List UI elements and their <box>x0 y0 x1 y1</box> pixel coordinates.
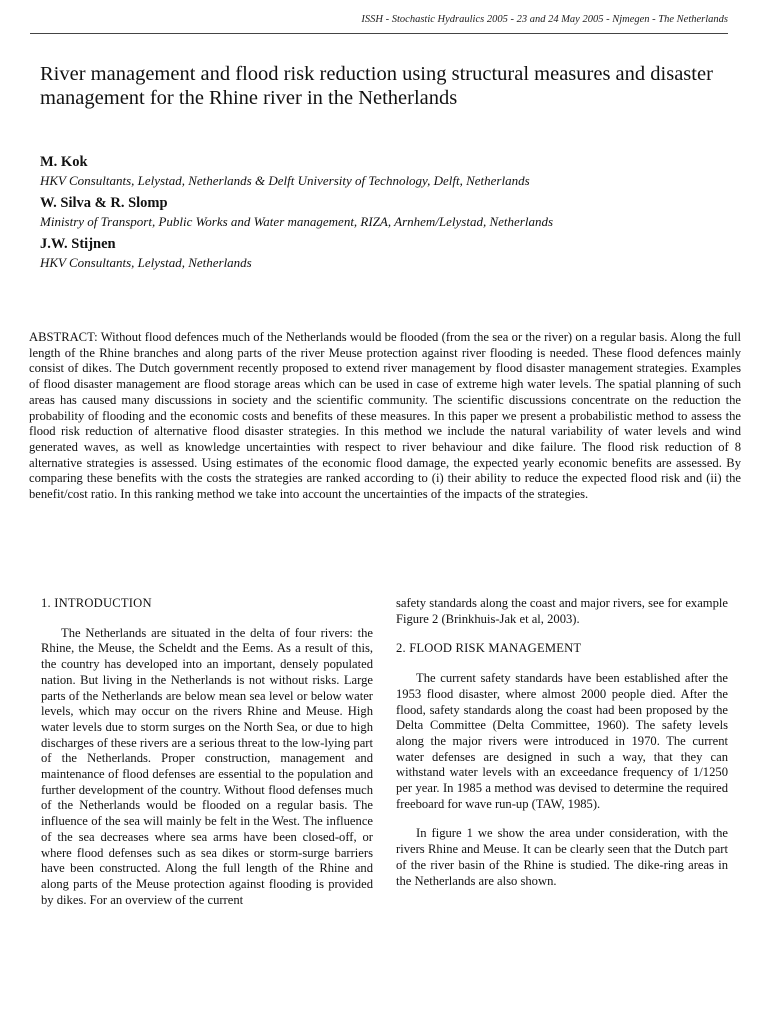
author-name-2: W. Silva & R. Slomp <box>40 195 168 211</box>
section-heading-flood-risk: 2. FLOOD RISK MANAGEMENT <box>396 641 582 656</box>
header-rule <box>30 33 728 34</box>
author-affiliation-3: HKV Consultants, Lelystad, Netherlands <box>40 255 252 270</box>
right-column <box>396 596 728 889</box>
abstract: ABSTRACT: Without flood defences much of the Netherlands would be flooded (from the sea or the river) on a regular basis. Along the full length of the Rhine branches and along parts of the river Meuse protection against river flooding is needed. These flood defences mainly consist of dikes. The Dutch government recently proposed to extend river management by flood disaster management strategies. Examples of flood disaster management are flood storage areas which can be used in case of extreme high water levels. The spatial planning of such areas has caused many discussions in society and the scientific community. The scientific discussions concentrate on the reduction the probability of flooding and the economic costs and benefits of these measures. In this paper we present a probabilistic method to assess the flood risk reduction of alternative flood disaster strategies. In this method we include the natural variability of water levels and wind generated waves, as well as knowledge uncertainties with respect to river behaviour and dike failure. The flood risk reduction of 8 alternative strategies is assessed. Using estimates of the economic flood damage, the expected yearly economic benefits are assessed. By comparing these benefits with the costs the strategies are ranked according to (i) their ability to reduce the expected flood risk and (ii) the benefit/cost ratio. In this ranking method we take into account the uncertainties of the impacts of the strategies. <box>29 330 741 502</box>
intro-paragraph-continued: safety standards along the coast and major rivers, see for example Figure 2 (Brinkhuis-Jak et al, 2003). <box>396 596 728 626</box>
flood-risk-paragraph-1: The current safety standards have been established after the 1953 flood disaster, where almost 2000 people died. After the flood, safety standards along the coast had been proposed by the Delta Committee (Delta Committee, 1960). The safety levels along the major rivers were introduced in 1970. The current water defenses are designed in such a way, that they can withstand water levels with an exceedance frequency of 1/1250 per year. In 1985 a method was devised to determine the required freeboard for wave run-up (TAW, 1985). <box>396 671 728 811</box>
flood-risk-paragraph-2: In figure 1 we show the area under consideration, with the rivers Rhine and Meuse. It can be clearly seen that the Dutch part of the river basin of the Rhine is studied. The dike-ring areas in the Netherlands are also shown. <box>396 826 728 888</box>
paper-title: River management and flood risk reduction using structural measures and disaster management for the Rhine river in the Netherlands <box>40 63 713 109</box>
author-name-3: J.W. Stijnen <box>40 236 116 252</box>
author-name-1: M. Kok <box>40 154 88 170</box>
section-heading-introduction: 1. INTRODUCTION <box>41 596 152 610</box>
author-affiliation-1: HKV Consultants, Lelystad, Netherlands & Delft University of Technology, Delft, Netherlands <box>40 173 530 188</box>
left-column <box>41 596 373 908</box>
intro-paragraph: The Netherlands are situated in the delta of four rivers: the Rhine, the Meuse, the Scheldt and the Eems. As a result of this, the country has developed into an important, densely populated nation. But living in the Netherlands is not without risks. Large parts of the Netherlands are below mean sea level or below water levels, which may occur on the rivers Rhine and Meuse. High water levels due to storm surges on the North Sea, or due to high discharges of these rivers are a serious threat to the low-lying part of the Netherlands. Proper construction, management and maintenance of flood defenses are essential to the population and further development of the country. Without flood defenses much of the Netherlands would be flooded on a regular basis. The influence of the sea will mainly be felt in the West. The influence of the sea decreases where sea arms have been closed-off, or where flood defenses such as sea dikes or storm-surge barriers have been constructed. Along the full length of the Rhine and along parts of the Meuse protection against flooding is provided by dikes. For an overview of the current <box>41 625 373 907</box>
running-header: ISSH - Stochastic Hydraulics 2005 - 23 and 24 May 2005 - Njmegen - The Netherlands <box>361 14 728 25</box>
author-affiliation-2: Ministry of Transport, Public Works and Water management, RIZA, Arnhem/Lelystad, Netherlands <box>40 214 554 229</box>
